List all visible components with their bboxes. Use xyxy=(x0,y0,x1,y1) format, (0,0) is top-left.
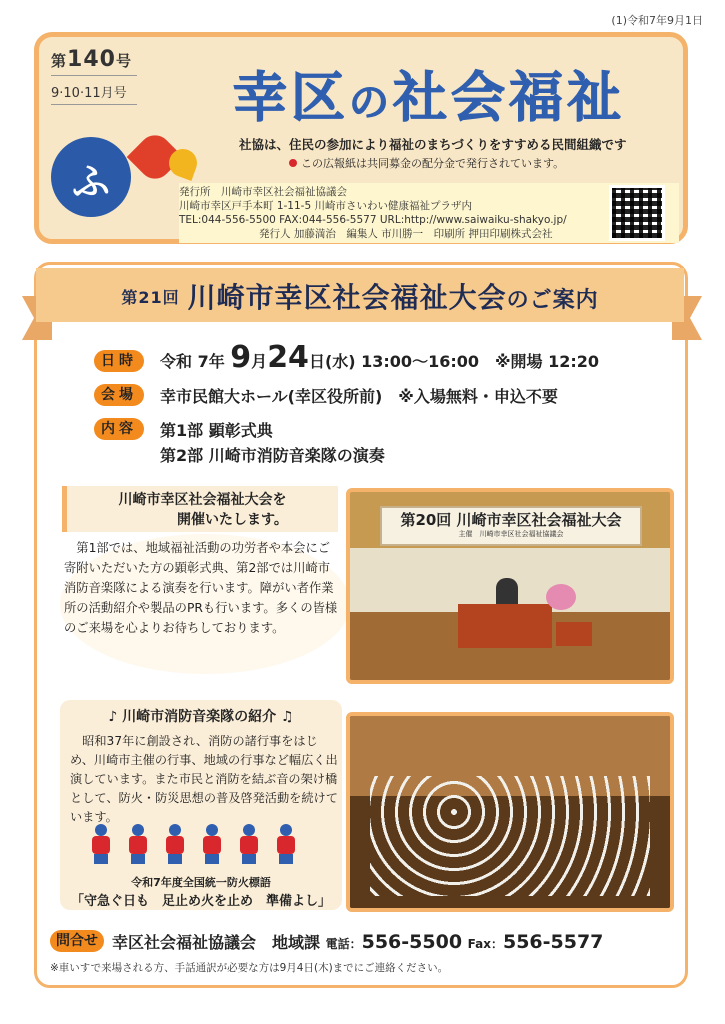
band-members xyxy=(370,776,650,896)
slogan-caption: 令和7年度全国統一防火標語 xyxy=(131,876,271,889)
event-venue: 幸市民館大ホール(幸区役所前) ※入場無料・申込不要 xyxy=(160,387,558,406)
side-table xyxy=(556,622,592,646)
speaker-figure xyxy=(496,578,518,606)
contact-label: 問合せ xyxy=(50,930,104,952)
contact-info: 幸区社会福祉協議会 地域課 電話：556-5500 Fax：556-5577 xyxy=(112,931,604,953)
masthead-subtitle: 社協は、住民の参加により福祉のまちづくりをすすめる民間組織です xyxy=(239,137,627,152)
publisher-info: 発行所 川崎市幸区社会福祉協議会 川崎市幸区戸手本町 1-11-5 川崎市さいわい健康福祉プラザ内 TEL:044-556-5500 FAX:044-556-5577 URL:http://www.saiwaiku-shakyo.jp/ 発行人 加藤満治 編集人 市川勝一 印刷所 押田印刷株式会社 xyxy=(179,183,679,243)
content-label: 内容 xyxy=(94,418,144,440)
accessibility-note: ※車いすで来場される方、手話通訳が必要な方は9月4日(木)までにご連絡ください。 xyxy=(50,962,449,974)
photo-banner: 第20回 川崎市幸区社会福祉大会 主催 川崎市幸区社会福祉協議会 xyxy=(380,506,642,546)
fire-band-photo xyxy=(346,712,674,912)
band-illustration xyxy=(88,824,308,866)
shakyo-logo: ふ xyxy=(51,137,131,217)
box2-heading: ♪ 川崎市消防音楽隊の紹介 ♫ xyxy=(108,709,294,725)
qr-code-icon[interactable] xyxy=(609,185,665,241)
event-title: 第21回 川崎市幸区社会福祉大会のご案内 xyxy=(121,281,599,314)
issue-months: 9·10·11月号 xyxy=(51,86,127,101)
masthead-note: この広報紙は共同募金の配分金で発行されています。 xyxy=(289,155,564,171)
box2-text: 昭和37年に創設され、消防の諸行事をはじめ、川崎市主催の行事、地域の行事など幅広く出演しています。また市民と消防を結ぶ音の架け橋として、防火・防災思想の普及啓発活動を続けています。 xyxy=(70,734,338,824)
date-label: 日時 xyxy=(94,350,144,372)
newsletter-title: 幸区の社会福祉 xyxy=(233,66,625,129)
previous-event-photo xyxy=(346,488,674,684)
program-part2: 第2部 川崎市消防音楽隊の演奏 xyxy=(160,446,385,465)
issue-number: 第140号 xyxy=(51,47,132,72)
venue-label: 会場 xyxy=(94,384,144,406)
program-part1: 第1部 顕彰式典 xyxy=(160,421,273,440)
flower-arrangement xyxy=(546,584,576,610)
masthead xyxy=(34,32,688,244)
podium xyxy=(458,604,552,648)
event-date: 令和 7年 9月24日(水) 13:00～16:00 ※開場 12:20 xyxy=(160,340,600,375)
page-date: (1)令和7年9月1日 xyxy=(611,14,703,27)
box1-text: 第1部では、地域福祉活動の功労者や本会にご寄附いただいた方の顕彰式典、第2部では川崎市消防音楽隊による演奏を行います。障がい者作業所の活動紹介や製品のPRも行います。多くの皆様のご来場を心よりお待ちしております。 xyxy=(64,541,338,635)
fire-safety-slogan: 「守急ぐ日も 足止め火を止め 準備よし」 xyxy=(70,894,331,909)
box1-heading: 川崎市幸区社会福祉大会を 開催いたします。 xyxy=(62,486,338,532)
